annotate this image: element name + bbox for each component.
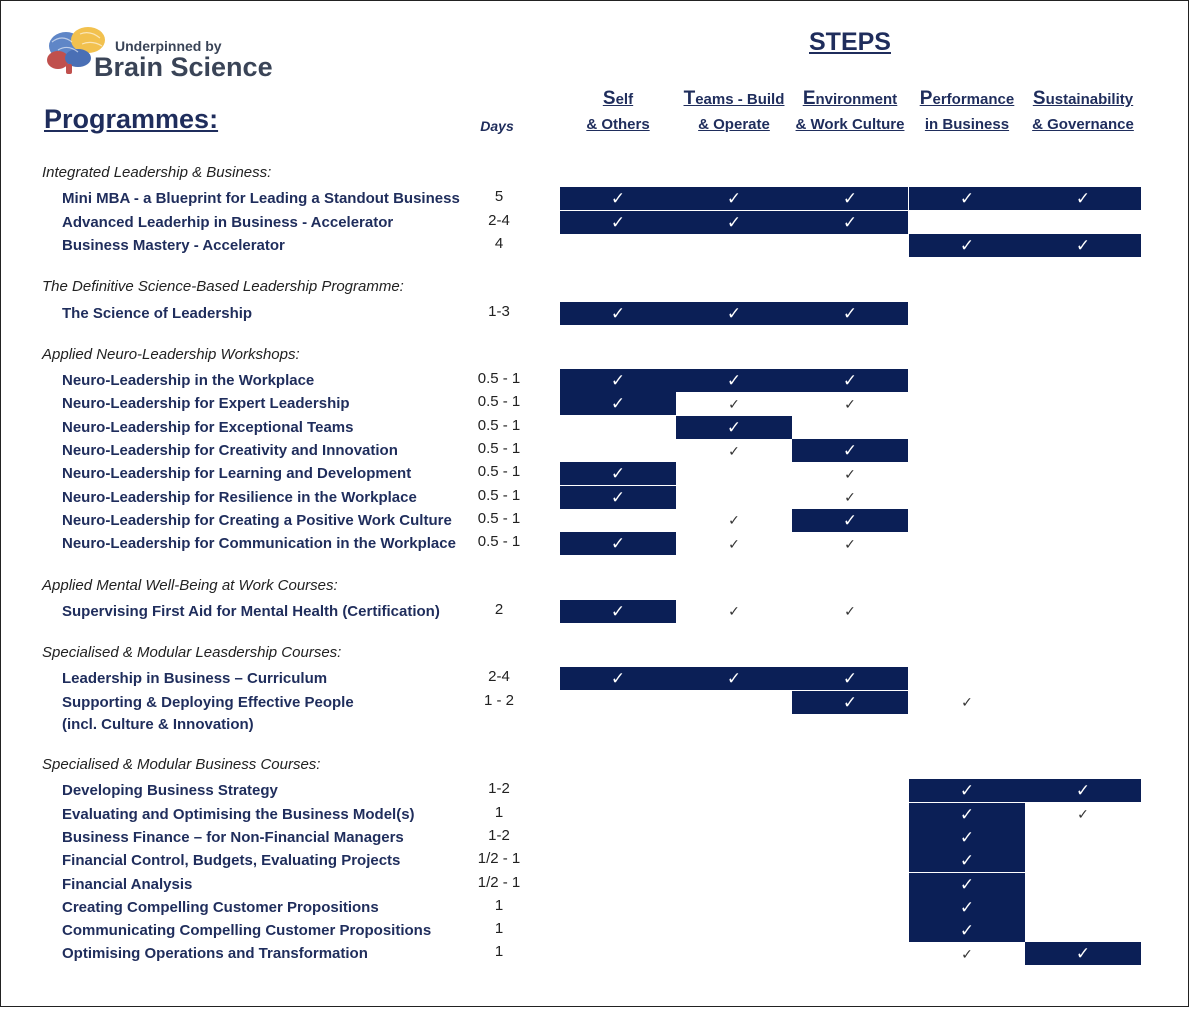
- check-icon: ✓: [610, 534, 626, 554]
- check-icon: ✓: [842, 510, 858, 530]
- section-title: Applied Mental Well-Being at Work Courses:: [42, 576, 338, 594]
- step-cell-check: [792, 392, 908, 415]
- section-title: Integrated Leadership & Business:: [42, 164, 272, 181]
- step-header-rest: erformance: [932, 91, 1015, 108]
- step-cell-highlight: [909, 919, 1025, 942]
- programme-days: 2-4: [488, 668, 510, 686]
- programme-days: 0.5 - 1: [477, 370, 521, 388]
- check-icon: ✓: [959, 851, 975, 871]
- step-header-initial: T: [683, 88, 696, 109]
- check-icon: ✓: [842, 441, 858, 460]
- programme-days: 1/2 - 1: [477, 873, 521, 891]
- step-header-line1: [676, 86, 792, 112]
- programme-days: 1: [494, 920, 504, 938]
- programme-days: 2-4: [488, 211, 510, 229]
- step-cell-highlight: [1025, 942, 1141, 965]
- step-cell-check: [792, 532, 908, 555]
- programme-name: [62, 212, 393, 234]
- step-header-rest: nvironment: [815, 91, 898, 108]
- step-cell-highlight: [560, 369, 676, 392]
- step-cell-highlight: [676, 211, 792, 234]
- step-cell-highlight: [676, 667, 792, 690]
- step-cell-highlight: [1025, 187, 1141, 210]
- programme-days: 1-2: [488, 780, 510, 798]
- check-icon: ✓: [610, 371, 626, 391]
- programme-name-line: Evaluating and Optimising the Business Model(s): [62, 805, 415, 823]
- programme-name-line: Business Mastery - Accelerator: [62, 236, 285, 254]
- programme-name: [62, 393, 350, 415]
- check-icon: ✓: [610, 601, 626, 621]
- check-icon: ✓: [1077, 806, 1089, 823]
- check-icon: ✓: [959, 781, 975, 801]
- check-icon: ✓: [610, 487, 626, 507]
- programme-name: [62, 370, 314, 392]
- programmes-title: Programmes:: [44, 104, 219, 134]
- step-header-1: [560, 86, 676, 137]
- programme-days: 5: [494, 188, 504, 206]
- programme-name-line: The Science of Leadership: [62, 304, 253, 322]
- programme-name: [62, 850, 400, 872]
- step-cell-check: [792, 462, 908, 485]
- check-icon: ✓: [726, 189, 742, 209]
- step-header-rest: eams - Build: [695, 91, 785, 108]
- section-title: Applied Neuro-Leadership Workshops:: [42, 345, 300, 363]
- step-cell-highlight: [792, 302, 908, 325]
- programme-days: 2: [494, 600, 504, 618]
- step-header-initial: S: [1032, 88, 1046, 109]
- step-cell-highlight: [676, 369, 792, 392]
- programme-name: [62, 827, 404, 849]
- step-cell-highlight: [560, 211, 676, 234]
- step-header-line2: & Work Culture: [795, 116, 905, 133]
- step-cell-highlight: [1025, 234, 1141, 257]
- step-cell-highlight: [560, 302, 676, 325]
- programme-name-line: Neuro-Leadership for Communication in the Workplace: [62, 535, 456, 553]
- programme-name-line: Supporting & Deploying Effective People: [62, 693, 354, 711]
- check-icon: ✓: [1075, 235, 1091, 255]
- step-header-initial: E: [802, 88, 816, 109]
- check-icon: ✓: [610, 394, 626, 414]
- check-icon: ✓: [842, 212, 858, 232]
- check-icon: ✓: [726, 669, 742, 689]
- programme-name: [62, 897, 379, 919]
- check-icon: ✓: [959, 921, 975, 941]
- step-cell-highlight: [792, 667, 908, 690]
- programme-name-line: Financial Analysis: [62, 875, 193, 893]
- check-icon: ✓: [610, 189, 626, 209]
- check-icon: ✓: [726, 212, 742, 232]
- step-header-rest: ustainability: [1045, 91, 1134, 108]
- check-icon: ✓: [1075, 781, 1091, 801]
- step-cell-check: [792, 486, 908, 509]
- step-cell-highlight: [909, 873, 1025, 896]
- step-cell-highlight: [560, 187, 676, 210]
- programme-days: 1/2 - 1: [477, 850, 521, 868]
- check-icon: ✓: [961, 945, 973, 962]
- programme-name-line: Mini MBA - a Blueprint for Leading a Standout Business: [62, 190, 460, 208]
- step-cell-highlight: [909, 187, 1025, 210]
- check-icon: ✓: [842, 669, 858, 689]
- check-icon: ✓: [844, 489, 856, 506]
- programme-name-line2: (incl. Culture & Innovation): [62, 715, 254, 733]
- step-cell-highlight: [560, 486, 676, 509]
- step-cell-highlight: [909, 896, 1025, 919]
- programme-name: [62, 303, 252, 325]
- programme-days: 1-3: [488, 302, 510, 320]
- programme-days: 0.5 - 1: [477, 440, 521, 457]
- programme-name: [62, 920, 431, 942]
- programme-name-line: Creating Compelling Customer Propositions: [62, 898, 379, 916]
- check-icon: ✓: [959, 897, 975, 917]
- step-cell-highlight: [792, 211, 908, 234]
- brand-logo: [44, 22, 284, 82]
- step-header-4: [909, 86, 1025, 137]
- programme-days: 0.5 - 1: [477, 533, 521, 551]
- programme-name: [62, 487, 417, 509]
- programme-days: 0.5 - 1: [477, 509, 521, 527]
- check-icon: ✓: [844, 465, 856, 482]
- programme-name: [62, 440, 398, 462]
- check-icon: ✓: [728, 512, 740, 529]
- step-cell-highlight: [560, 392, 676, 415]
- programme-days: 1 - 2: [483, 691, 514, 709]
- step-cell-highlight: [792, 691, 908, 714]
- programme-name: [62, 668, 327, 690]
- programme-name-line: Neuro-Leadership for Creating a Positive Work Culture: [62, 511, 452, 529]
- brand-tagline-small: Underpinned by: [115, 38, 222, 54]
- step-cell-highlight: [909, 803, 1025, 826]
- step-cell-check: [909, 691, 1025, 714]
- check-icon: ✓: [959, 874, 975, 894]
- step-cell-highlight: [792, 187, 908, 210]
- section-title: Specialised & Modular Business Courses:: [42, 756, 321, 773]
- check-icon: ✓: [1075, 944, 1091, 964]
- step-cell-check: [676, 600, 792, 623]
- check-icon: ✓: [844, 603, 856, 620]
- step-header-line2: & Governance: [1032, 116, 1134, 133]
- step-header-line2: & Operate: [698, 116, 770, 133]
- step-cell-check: [676, 392, 792, 415]
- step-cell-highlight: [1025, 779, 1141, 802]
- check-icon: ✓: [726, 303, 742, 323]
- step-cell-highlight: [909, 849, 1025, 872]
- programme-days: 4: [494, 234, 504, 252]
- programme-name: [62, 533, 456, 555]
- step-header-2: [676, 86, 792, 137]
- check-icon: ✓: [842, 371, 858, 391]
- programme-days: 0.5 - 1: [477, 486, 521, 504]
- step-cell-highlight: [676, 302, 792, 325]
- check-icon: ✓: [610, 669, 626, 689]
- step-header-5: [1025, 86, 1141, 137]
- check-icon: ✓: [844, 535, 856, 552]
- programme-name-line: Neuro-Leadership for Learning and Development: [62, 465, 412, 483]
- check-icon: ✓: [844, 395, 856, 412]
- step-header-line1: [1025, 86, 1141, 112]
- programme-name: [62, 601, 440, 623]
- programme-name-line: Supervising First Aid for Mental Health (Certification): [62, 602, 440, 620]
- programme-days: 0.5 - 1: [477, 463, 521, 481]
- step-cell-highlight: [560, 600, 676, 623]
- programme-days: 1-2: [488, 826, 510, 844]
- step-header-line2: & Others: [586, 116, 650, 133]
- step-cell-highlight: [909, 234, 1025, 257]
- check-icon: ✓: [959, 804, 975, 824]
- check-icon: ✓: [842, 189, 858, 209]
- check-icon: ✓: [842, 303, 858, 323]
- step-header-rest: elf: [615, 91, 634, 108]
- programme-name: [62, 188, 460, 210]
- section-title: The Definitive Science-Based Leadership Programme:: [42, 278, 404, 296]
- programme-days: 0.5 - 1: [477, 416, 521, 434]
- step-cell-highlight: [792, 439, 908, 462]
- programme-days: 1: [494, 896, 504, 914]
- step-header-line1: [909, 86, 1025, 112]
- programme-name-line: Developing Business Strategy: [62, 782, 278, 800]
- step-cell-highlight: [676, 416, 792, 439]
- step-cell-highlight: [792, 369, 908, 392]
- programme-name-line: Financial Control, Budgets, Evaluating Projects: [62, 852, 401, 870]
- check-icon: ✓: [728, 603, 740, 620]
- programme-name: [62, 804, 415, 826]
- check-icon: ✓: [842, 692, 858, 712]
- step-cell-check: [1025, 803, 1141, 826]
- days-column-header: Days: [480, 118, 514, 134]
- step-header-line1: [792, 86, 908, 112]
- steps-title: STEPS: [809, 28, 891, 56]
- check-icon: ✓: [959, 189, 975, 209]
- step-cell-highlight: [560, 532, 676, 555]
- check-icon: ✓: [959, 235, 975, 255]
- check-icon: ✓: [610, 303, 626, 323]
- check-icon: ✓: [610, 212, 626, 232]
- programme-name: [62, 235, 285, 257]
- programme-days: 0.5 - 1: [477, 393, 521, 411]
- check-icon: ✓: [728, 442, 740, 459]
- check-icon: ✓: [728, 395, 740, 412]
- step-cell-check: [676, 439, 792, 462]
- step-header-line2: in Business: [924, 116, 1010, 133]
- step-header-line1: [560, 86, 676, 112]
- programme-name-line: Neuro-Leadership for Expert Leadership: [62, 395, 350, 413]
- check-icon: ✓: [961, 694, 973, 711]
- check-icon: ✓: [726, 417, 742, 437]
- step-cell-check: [676, 532, 792, 555]
- step-cell-check: [676, 509, 792, 532]
- programme-days: 1: [494, 803, 504, 821]
- programme-name-line: Leadership in Business – Curriculum: [62, 670, 328, 688]
- step-cell-check: [792, 600, 908, 623]
- programme-days: 1: [494, 943, 504, 961]
- step-cell-highlight: [560, 462, 676, 485]
- programme-name-line: Neuro-Leadership for Resilience in the Workplace: [62, 488, 417, 506]
- step-cell-check: [909, 942, 1025, 965]
- step-cell-highlight: [909, 779, 1025, 802]
- check-icon: ✓: [726, 371, 742, 391]
- programme-name-line: Neuro-Leadership for Creativity and Innovation: [62, 442, 398, 459]
- programme-name: [62, 874, 192, 896]
- step-cell-highlight: [792, 509, 908, 532]
- programme-name-line: Neuro-Leadership for Exceptional Teams: [62, 418, 354, 436]
- programme-name: [62, 463, 411, 485]
- step-header-3: [792, 86, 908, 137]
- check-icon: ✓: [728, 535, 740, 552]
- programme-name-line: Optimising Operations and Transformation: [62, 945, 368, 963]
- programme-name-line: Business Finance – for Non-Financial Managers: [62, 828, 404, 846]
- section-title: Specialised & Modular Leasdership Courses:: [42, 644, 342, 662]
- step-cell-highlight: [560, 667, 676, 690]
- programme-name-line: Communicating Compelling Customer Propositions: [62, 922, 432, 940]
- check-icon: ✓: [610, 464, 626, 484]
- programme-name: [62, 943, 368, 965]
- programme-name: [62, 692, 354, 736]
- step-cell-highlight: [909, 826, 1025, 849]
- step-cell-highlight: [676, 187, 792, 210]
- programme-name: [62, 780, 278, 802]
- programme-name-line: Neuro-Leadership in the Workplace: [62, 372, 315, 390]
- programme-name: [62, 417, 353, 439]
- step-header-initial: S: [602, 88, 616, 109]
- programme-name-line: Advanced Leaderhip in Business - Accelerator: [62, 213, 394, 231]
- programme-name: [62, 510, 452, 532]
- brand-tagline-big: Brain Science: [94, 52, 273, 82]
- step-header-initial: P: [919, 88, 933, 109]
- check-icon: ✓: [959, 827, 975, 847]
- check-icon: ✓: [1075, 189, 1091, 209]
